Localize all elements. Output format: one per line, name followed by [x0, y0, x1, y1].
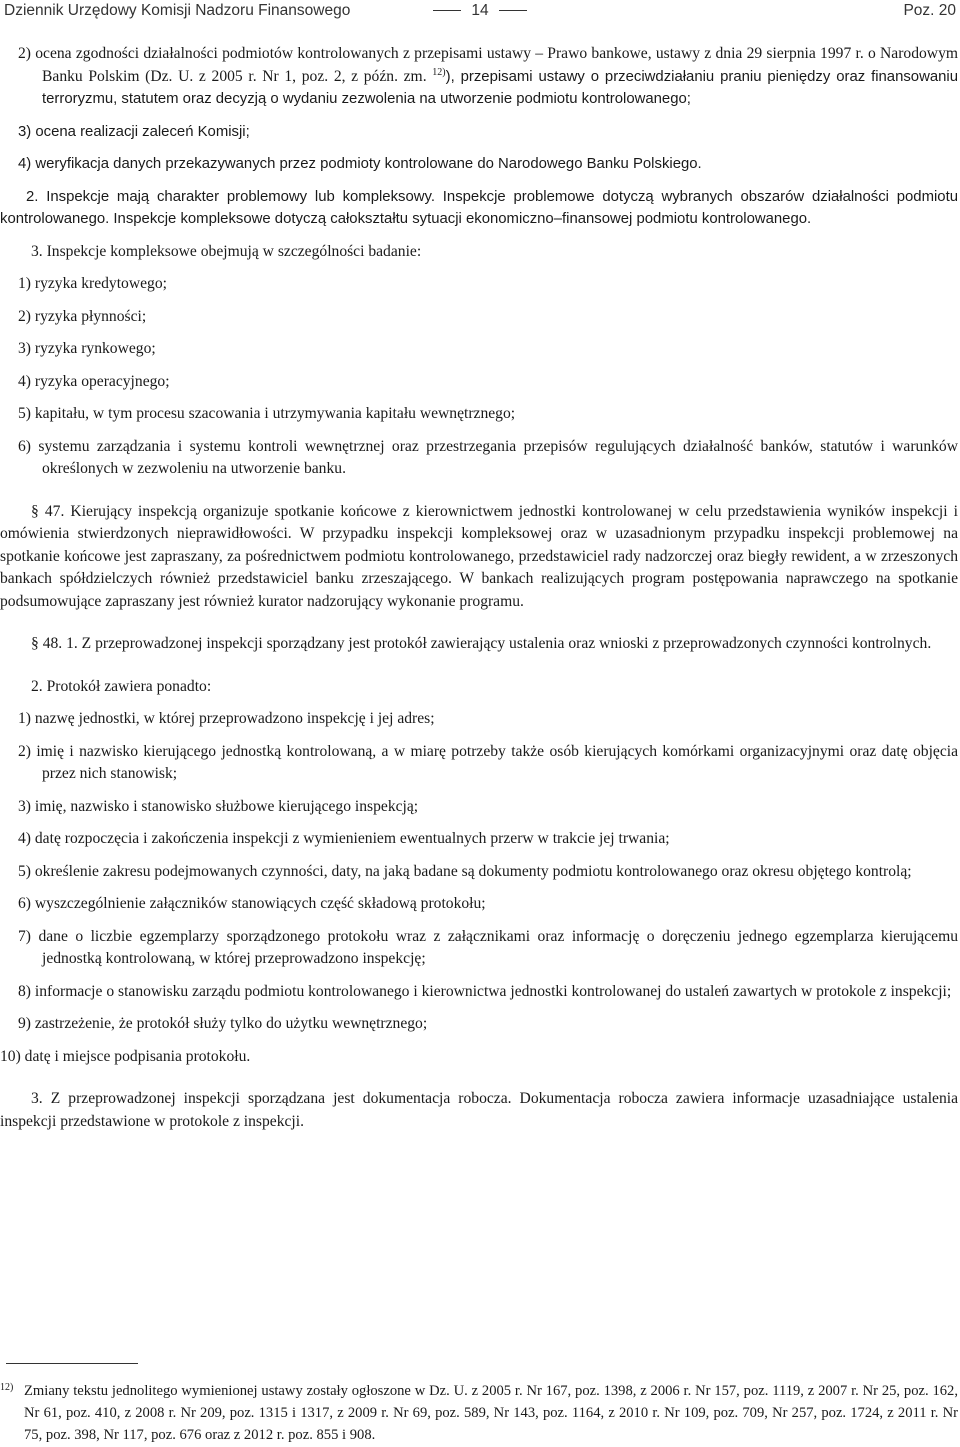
- page-body: [0, 43, 958, 1143]
- page-number-value: 14: [471, 2, 489, 19]
- list-item-2: [9, 43, 958, 111]
- paragraph-47: § 47. Kierujący inspekcją organizuje spotkanie końcowe z kierownictwem jednostki kontrolowanej w celu przedstawienia wyników inspekcji i omówienia stwierdzonych nieprawidłowości. W przypadku inspekcji kompleksowej oraz w uzasadnionym przypadku inspekcji problemowej na spotkanie końcowe jest zapraszany, za pośrednictwem podmiotu kontrolowanego, przedstawiciel rady nadzorczej oraz biegły rewident, a w zrzeszonych bankach spółdzielczych również przedstawiciel banku zrzeszającego. W bankach realizujących program postępowania naprawczego na spotkanie podsumowujące zapraszany jest również kurator nadzorujący wykonanie programu.: [0, 502, 958, 610]
- journal-title: Dziennik Urzędowy Komisji Nadzoru Finansowego: [4, 2, 351, 19]
- protocol-item: 9) zastrzeżenie, że protokół służy tylko do użytku wewnętrznego;: [18, 1015, 428, 1032]
- risk-item: 5) kapitału, w tym procesu szacowania i utrzymywania kapitału wewnętrznego;: [18, 405, 516, 422]
- page-header: [0, 0, 960, 30]
- footnote-ref: 12): [432, 66, 446, 78]
- item-2-part-a: 2) ocena zgodności działalności podmiotów kontrolowanych z przepisami ustawy – Prawo bankowe, ustawy z dnia 29 sierpnia 1997 r. o Narodowym Banku Polskim (Dz. U. z 2005 r. Nr 1, poz. 2, z późn. zm.: [18, 45, 958, 85]
- risk-item: 4) ryzyka operacyjnego;: [18, 372, 170, 390]
- protocol-item: 7) dane o liczbie egzemplarzy sporządzonego protokołu wraz z załącznikami oraz informację o doręczeniu jednego egzemplarza kierującemu jednostką kontrolowaną, w której przeprowadzono inspekcję;: [18, 927, 958, 967]
- protocol-item: 2) imię i nazwisko kierującego jednostką kontrolowaną, a w miarę potrzeby także osób kierujących komórkami organizacyjnymi oraz datę objęcia przez nich stanowisk;: [18, 742, 958, 782]
- risk-item: 3) ryzyka rynkowego;: [18, 340, 156, 357]
- protocol-item: 3) imię, nazwisko i stanowisko służbowe kierującego inspekcją;: [18, 797, 419, 815]
- footnote: [0, 1377, 958, 1446]
- protocol-item: 10) datę i miejsce podpisania protokołu.: [0, 1047, 251, 1065]
- paragraph-48-2: 2. Protokół zawiera ponadto:: [31, 677, 212, 695]
- paragraph-2: 2. Inspekcje mają charakter problemowy lub kompleksowy. Inspekcje problemowe dotyczą wybranych obszarów działalności podmiotu kontrolowanego. Inspekcje kompleksowe dotyczą całokształtu sytuacji ekonomiczno–finansowej podmiotu kontrolowanego.: [0, 188, 958, 227]
- paragraph-48-3: 3. Z przeprowadzonej inspekcji sporządzana jest dokumentacja robocza. Dokumentacja robocza zawiera informacje uzasadniające ustalenia inspekcji przedstawione w protokole z inspekcji.: [0, 1090, 958, 1130]
- protocol-item: 8) informacje o stanowisku zarządu podmiotu kontrolowanego i kierownictwa jednostki kontrolowanej do ustaleń zawartych w protokole z inspekcji;: [18, 982, 952, 1000]
- risk-item: 6) systemu zarządzania i systemu kontroli wewnętrznej oraz przestrzegania przepisów regulujących działalność banków, statutów i warunków określonych w zezwoleniu na utworzenie banku.: [18, 437, 958, 477]
- protocol-item: 6) wyszczególnienie załączników stanowiących część składową protokołu;: [18, 895, 486, 912]
- page-number: [410, 2, 550, 20]
- dash-left: [433, 10, 461, 11]
- item-2-part-b: ), przepisami ustawy o przeciwdziałaniu praniu pieniędzy oraz finansowaniu terroryzmu, statutem oraz decyzją o wydaniu zezwolenia na utworzenie podmiotu kontrolowanego;: [42, 68, 958, 107]
- risk-item: 2) ryzyka płynności;: [18, 307, 147, 325]
- protocol-item: 5) określenie zakresu podejmowanych czynności, daty, na jaką badane są dokumenty podmiotu kontrolowanego oraz okresu objętego kontrolą;: [18, 862, 912, 880]
- dash-right: [499, 10, 527, 11]
- risk-item: 1) ryzyka kredytowego;: [18, 275, 167, 292]
- footnote-separator: [6, 1363, 138, 1364]
- list-item-4: 4) weryfikacja danych przekazywanych przez podmioty kontrolowane do Narodowego Banku Polskiego.: [18, 156, 702, 172]
- paragraph-48-1: § 48. 1. Z przeprowadzonej inspekcji sporządzany jest protokół zawierający ustalenia oraz wnioski z przeprowadzonych czynności kontrolnych.: [31, 635, 932, 652]
- paragraph-3: 3. Inspekcje kompleksowe obejmują w szczególności badanie:: [31, 242, 422, 260]
- list-item-3: 3) ocena realizacji zaleceń Komisji;: [18, 123, 250, 140]
- position-number: Poz. 20: [903, 2, 956, 19]
- protocol-item: 1) nazwę jednostki, w której przeprowadzono inspekcję i jej adres;: [18, 710, 435, 727]
- footnote-text: Zmiany tekstu jednolitego wymienionej ustawy zostały ogłoszone w Dz. U. z 2005 r. Nr 167, poz. 1398, z 2006 r. Nr 157, poz. 1119, z 2007 r. Nr 25, poz. 162, Nr 61, poz. 410, z 2008 r. Nr 209, poz. 1315 i 1317, z 2009 r. Nr 69, poz. 589, Nr 143, poz. 1164, z 2010 r. Nr 109, poz. 709, Nr 257, poz. 1724, z 2011 r. Nr 75, poz. 398, Nr 117, poz. 676 oraz z 2012 r. poz. 855 i 908.: [24, 1383, 958, 1443]
- footnote-mark: 12): [0, 1382, 14, 1393]
- protocol-item: 4) datę rozpoczęcia i zakończenia inspekcji z wymienieniem ewentualnych przerw w trakcie jej trwania;: [18, 830, 670, 847]
